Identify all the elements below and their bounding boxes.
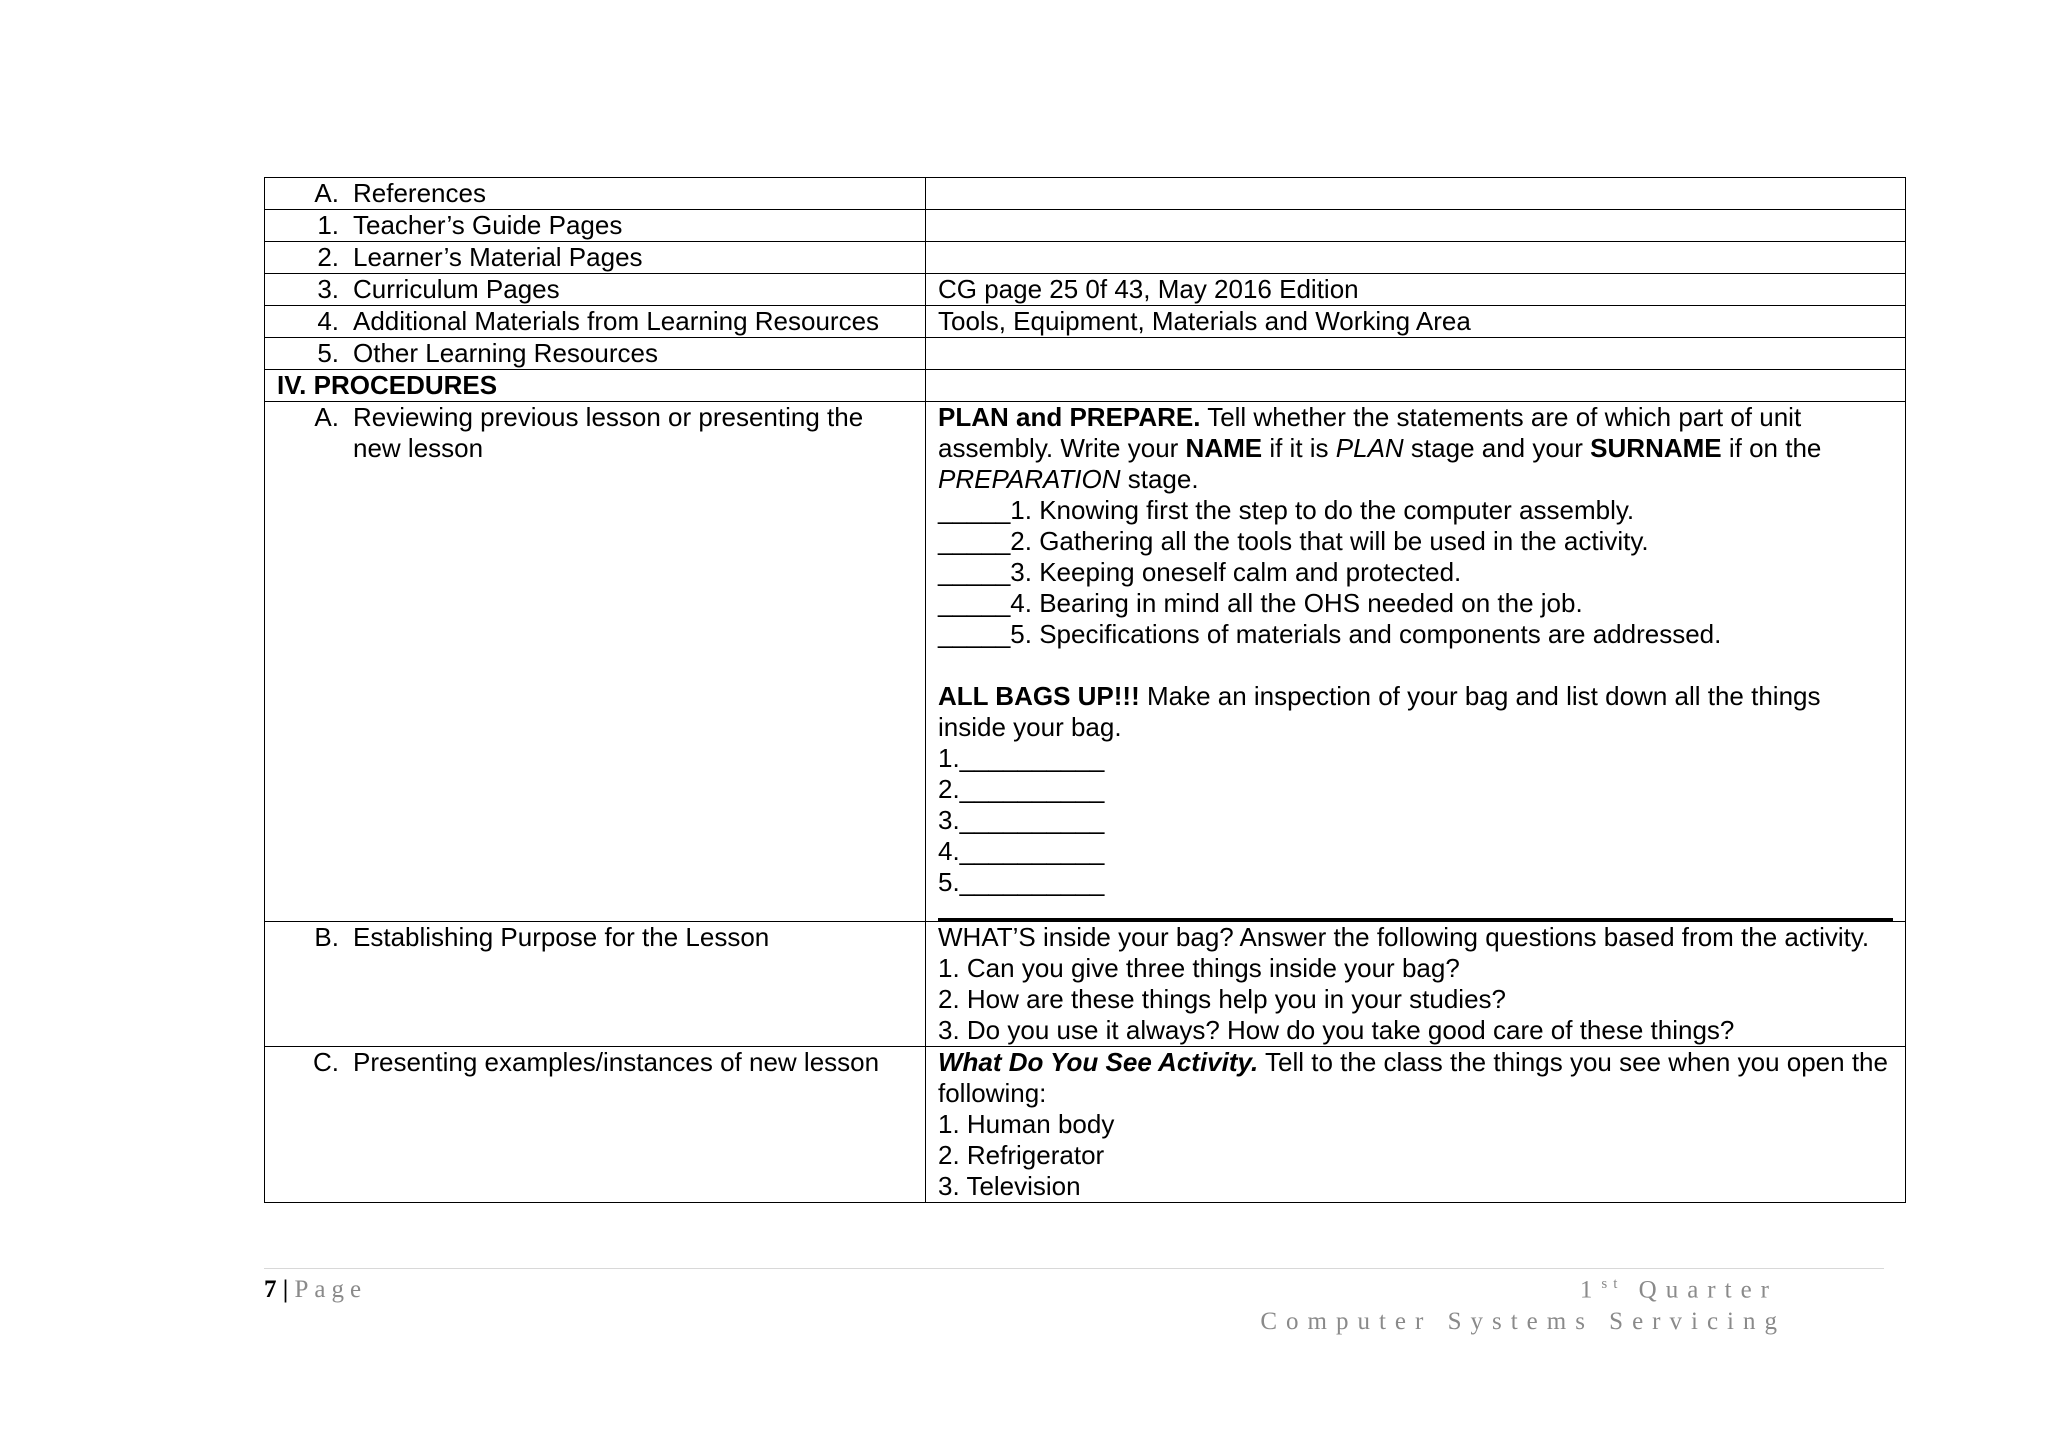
table-row <box>265 338 1906 370</box>
procedures-heading: IV. PROCEDURES <box>265 370 926 402</box>
preparation-keyword: PREPARATION <box>938 464 1121 494</box>
value-cell: CG page 25 0f 43, May 2016 Edition <box>926 274 1906 306</box>
quarter-suffix: st <box>1601 1276 1624 1292</box>
table-row <box>265 922 1906 1047</box>
table-row <box>265 274 1906 306</box>
list-item: 1.__________ <box>938 743 1105 773</box>
list-item: 4.__________ <box>938 836 1105 866</box>
proc-c-label-cell <box>265 1047 926 1203</box>
footer-divider <box>264 1268 1884 1269</box>
row-label: Reviewing previous lesson or presenting the new lesson <box>353 402 864 463</box>
label-cell <box>265 242 926 274</box>
list-item: _____1. Knowing first the step to do the computer assembly. <box>938 495 1635 525</box>
row-label: Additional Materials from Learning Resources <box>353 306 880 336</box>
value-cell <box>926 370 1906 402</box>
plan-prepare-title: PLAN and PREPARE. <box>938 402 1201 432</box>
list-item: 3. Television <box>938 1171 1081 1201</box>
row-label: References <box>353 178 486 208</box>
row-marker: A. <box>314 178 339 208</box>
proc-a-content-cell <box>926 402 1906 922</box>
bags-paragraph <box>938 681 1893 743</box>
row-label: Curriculum Pages <box>353 274 560 304</box>
row-marker: 3. <box>317 274 339 304</box>
list-item: 3. Do you use it always? How do you take good care of these things? <box>938 1015 1735 1045</box>
list-item: 1. Human body <box>938 1109 1115 1139</box>
purpose-intro: WHAT’S inside your bag? Answer the following questions based from the activity. <box>938 922 1870 952</box>
row-label: Teacher’s Guide Pages <box>353 210 623 240</box>
list-item: 1. Can you give three things inside your bag? <box>938 953 1460 983</box>
plan-text: Tell whether the statements are of which part of unit assembly. Write your <box>938 402 1802 463</box>
table-row <box>265 242 1906 274</box>
references-label-cell <box>265 178 926 210</box>
proc-b-content-cell <box>926 922 1906 1047</box>
row-marker: C. <box>313 1047 339 1077</box>
proc-c-content-cell <box>926 1047 1906 1203</box>
value-cell <box>926 210 1906 242</box>
row-marker: 2. <box>317 242 339 272</box>
activity-text: Tell to the class the things you see when you open the following: <box>938 1047 1888 1108</box>
table-row <box>265 402 1906 922</box>
row-label: Learner’s Material Pages <box>353 242 643 272</box>
quarter-word: Quarter <box>1638 1276 1778 1304</box>
name-keyword: NAME <box>1185 433 1263 463</box>
list-item: _____5. Specifications of materials and components are addressed. <box>938 619 1722 649</box>
list-item: 2. Refrigerator <box>938 1140 1105 1170</box>
page-number-value: 7 <box>264 1276 277 1303</box>
bags-text: Make an inspection of your bag and list down all the things inside your bag. <box>938 681 1821 742</box>
plan-text: if it is <box>1262 433 1336 463</box>
list-item: 5.__________ <box>938 867 1105 897</box>
row-label: Establishing Purpose for the Lesson <box>353 922 770 952</box>
table-row <box>265 370 1906 402</box>
plan-keyword: PLAN <box>1335 433 1404 463</box>
subject-label: Computer Systems Servicing <box>1260 1308 1786 1335</box>
value-cell <box>926 242 1906 274</box>
page-number <box>264 1276 367 1304</box>
table-row <box>265 1047 1906 1203</box>
list-item: 3.__________ <box>938 805 1105 835</box>
page-word: Page <box>294 1276 368 1303</box>
label-cell <box>265 338 926 370</box>
row-marker: 5. <box>317 338 339 368</box>
table-row <box>265 178 1906 210</box>
table-row <box>265 306 1906 338</box>
list-item: _____3. Keeping oneself calm and protected. <box>938 557 1462 587</box>
surname-keyword: SURNAME <box>1590 433 1722 463</box>
row-marker: A. <box>314 402 339 432</box>
plan-text: stage. <box>1120 464 1199 494</box>
quarter-number: 1 <box>1579 1276 1602 1304</box>
list-item: _____4. Bearing in mind all the OHS needed on the job. <box>938 588 1583 618</box>
lesson-plan-table <box>264 177 1906 1203</box>
value-cell <box>926 338 1906 370</box>
row-marker: 4. <box>317 306 339 336</box>
plan-text: stage and your <box>1403 433 1591 463</box>
plan-prepare-paragraph <box>938 402 1893 495</box>
proc-a-label-cell <box>265 402 926 922</box>
row-marker: B. <box>314 922 339 952</box>
label-cell <box>265 306 926 338</box>
spacer <box>938 650 1893 681</box>
value-cell: Tools, Equipment, Materials and Working Area <box>926 306 1906 338</box>
bags-title: ALL BAGS UP!!! <box>938 681 1140 711</box>
activity-title: What Do You See Activity. <box>938 1047 1259 1077</box>
row-marker: 1. <box>317 210 339 240</box>
row-label: Presenting examples/instances of new lesson <box>353 1047 880 1077</box>
list-item: 2.__________ <box>938 774 1105 804</box>
references-value-cell <box>926 178 1906 210</box>
page-separator: | <box>282 1276 289 1303</box>
quarter-label <box>1580 1276 1778 1304</box>
plan-text: if on the <box>1721 433 1822 463</box>
list-item: 2. How are these things help you in your studies? <box>938 984 1507 1014</box>
proc-b-label-cell <box>265 922 926 1047</box>
row-label: Other Learning Resources <box>353 338 658 368</box>
label-cell <box>265 274 926 306</box>
label-cell <box>265 210 926 242</box>
activity-paragraph <box>938 1047 1893 1109</box>
table-row <box>265 210 1906 242</box>
list-item: _____2. Gathering all the tools that will be used in the activity. <box>938 526 1649 556</box>
